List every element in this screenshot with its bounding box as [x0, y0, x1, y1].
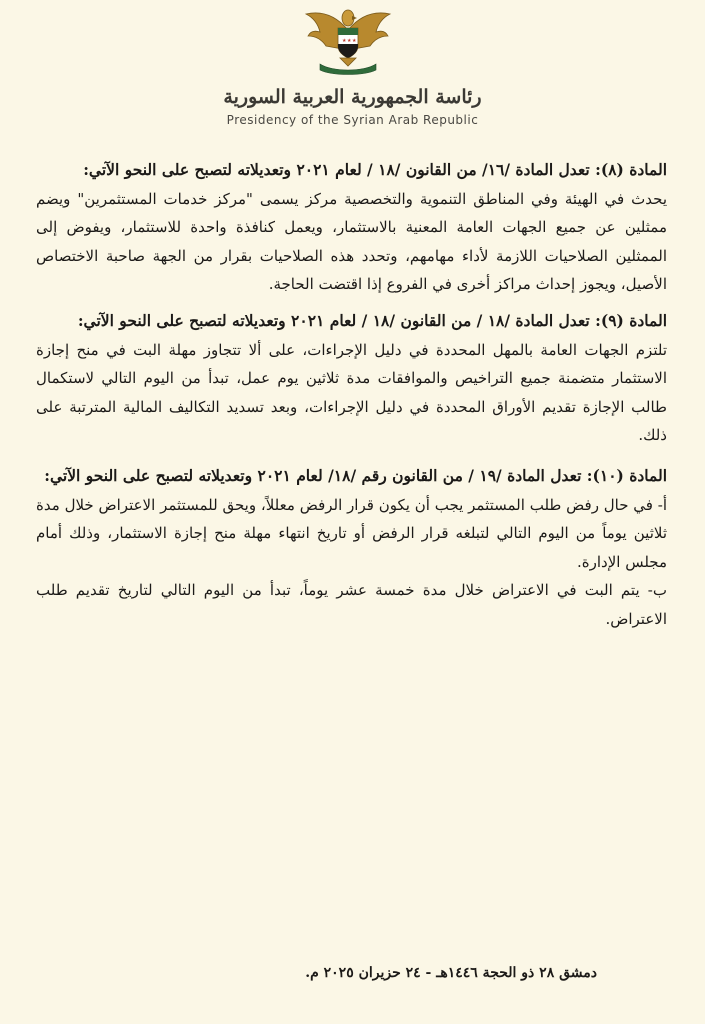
article-10-item-b: ب- يتم البت في الاعتراض خلال مدة خمسة عشر يوماً، تبدأ من اليوم التالي لتاريخ تقديم طلب الاعتراض.: [36, 581, 667, 628]
header-arabic-title: رئاسة الجمهورية العربية السورية: [223, 86, 482, 108]
article-9-body: تلتزم الجهات العامة بالمهل المحددة في دليل الإجراءات، على ألا تتجاوز مهلة البت في منح إجازة الاستثمار متضمنة جميع التراخيص والموافقات مدة ثلاثين يوم عمل، تبدأ من اليوم التالي لاستكمال طالب الإجازة تقديم الأوراق المحددة في دليل الإجراءات، وبعد تسديد التكاليف المالية المترتبة على ذلك.: [36, 340, 667, 445]
svg-text:★: ★: [342, 38, 347, 44]
decree-content: [36, 156, 667, 634]
date-line: دمشق ٢٨ ذو الحجة ١٤٤٦هـ - ٢٤ حزيران ٢٠٢٥ م.: [305, 965, 597, 981]
header-english-title: Presidency of the Syrian Arab Republic: [226, 113, 479, 127]
article-9-title: المادة (٩): تعدل المادة /١٨ / من القانون /١٨ / لعام ٢٠٢١ وتعديلاته لتصبح على النحو الآتي:: [77, 310, 667, 330]
article-10-item-a: أ- في حال رفض طلب المستثمر يجب أن يكون قرار الرفض معللاً، ويحق للمستثمر الاعتراض خلال مدة ثلاثين يوماً من اليوم التالي لتبلغه قرار الرفض أو تاريخ انتهاء مهلة منح إجازة الاستثمار، وذلك أمام مجلس الإدارة.: [36, 495, 667, 571]
syrian-eagle-emblem-icon: [300, 0, 396, 76]
svg-text:★: ★: [347, 38, 352, 44]
article-8-title: المادة (٨): تعدل المادة /١٦/ من القانون /١٨ / لعام ٢٠٢١ وتعديلاته لتصبح على النحو الآتي:: [83, 160, 667, 179]
article-8-body: يحدث في الهيئة وفي المناطق التنموية والتخصصية مركز يسمى "مركز خدمات المستثمرين" ويضم ممثلين عن جميع الجهات العامة المعنية بالاستثمار، ويعمل كنافذة واحدة للاستثمار، ويفوض إلى الممثلين الصلاحيات اللازمة لأداء مهامهم، وتحدد هذه الصلاحيات بقرار من الجهة صاحبة الاختصاص الأصيل، ويجوز إحداث مراكز أخرى في الفروع إذا اقتضت الحاجة.: [36, 189, 667, 294]
svg-text:★: ★: [352, 38, 357, 44]
article-10-title: المادة (١٠): تعدل المادة /١٩ / من القانون رقم /١٨/ لعام ٢٠٢١ وتعديلاته لتصبح على النحو الآتي:: [44, 465, 667, 485]
